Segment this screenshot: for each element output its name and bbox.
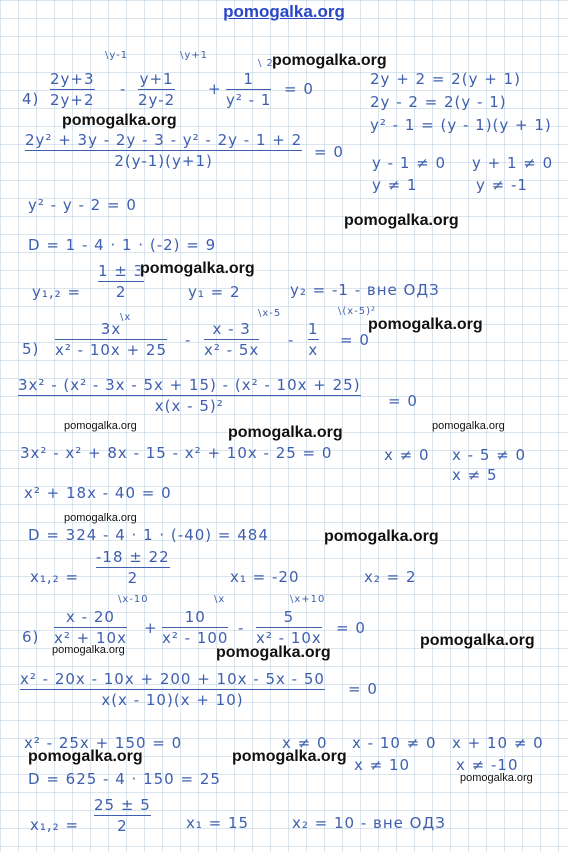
roots-formula-label: x₁,₂ =	[30, 816, 80, 834]
multiplier: \x	[214, 594, 226, 605]
discriminant: D = 625 - 4 · 150 = 25	[28, 770, 221, 788]
combined-fraction: 3x² - (x² - 3x - 5x + 15) - (x² - 10x + 25) x(x - 5)²	[18, 376, 361, 415]
roots-formula: 1 ± 3 2	[98, 262, 145, 301]
watermark: pomogalka.org	[324, 528, 439, 545]
watermark: pomogalka.org	[140, 260, 255, 277]
watermark: pomogalka.org	[420, 632, 535, 649]
root: y₁ = 2	[188, 283, 241, 301]
operator: -	[120, 80, 127, 98]
watermark: pomogalka.org	[28, 748, 143, 765]
discriminant: D = 324 - 4 · 1 · (-40) = 484	[28, 526, 269, 544]
root: x₁ = 15	[186, 814, 250, 832]
root: y₂ = -1 - вне ОДЗ	[290, 281, 440, 299]
watermark: pomogalka.org	[368, 316, 483, 333]
root: x₂ = 10 - вне ОДЗ	[292, 814, 446, 832]
multiplier: \ 2	[258, 58, 274, 69]
domain-condition: y - 1 ≠ 0	[372, 154, 447, 172]
equals: = 0	[388, 392, 418, 410]
multiplier: \x-10	[118, 594, 149, 605]
roots-formula-label: y₁,₂ =	[32, 283, 82, 301]
domain-condition: x - 10 ≠ 0	[352, 734, 437, 752]
domain-condition: x - 5 ≠ 0	[452, 446, 527, 464]
combined-fraction: 2y² + 3y - 2y - 3 - y² - 2y - 1 + 2 2(y-1)(y+1)	[25, 131, 303, 170]
watermark: pomogalka.org	[64, 420, 137, 432]
discriminant: D = 1 - 4 · 1 · (-2) = 9	[28, 236, 217, 254]
domain-condition: x ≠ 0	[282, 734, 328, 752]
watermark: pomogalka.org	[64, 512, 137, 524]
equals: = 0	[336, 619, 366, 637]
site-header-link[interactable]: pomogalka.org	[223, 2, 345, 21]
watermark: pomogalka.org	[460, 772, 533, 784]
multiplier: \y-1	[105, 50, 129, 61]
problem-label: 5)	[22, 340, 40, 358]
fraction: 1 y² - 1	[226, 70, 272, 109]
domain-condition: x ≠ 10	[354, 756, 411, 774]
problem-label: 4)	[22, 90, 40, 108]
operator: -	[185, 331, 192, 349]
multiplier: \y+1	[180, 50, 209, 61]
watermark: pomogalka.org	[216, 644, 331, 661]
equals: = 0	[348, 680, 378, 698]
combined-fraction: x² - 20x - 10x + 200 + 10x - 5x - 50 x(x - 10)(x + 10)	[20, 670, 325, 709]
fraction: x - 3 x² - 5x	[204, 320, 260, 359]
roots-formula-label: x₁,₂ =	[30, 568, 80, 586]
fraction: 1 x	[308, 320, 319, 359]
roots-formula: 25 ± 5 2	[94, 796, 151, 835]
watermark: pomogalka.org	[344, 212, 459, 229]
factorization: 2y - 2 = 2(y - 1)	[370, 93, 507, 111]
fraction: 3x x² - 10x + 25	[55, 320, 167, 359]
watermark: pomogalka.org	[272, 52, 387, 69]
expanded-equation: 3x² - x² + 8x - 15 - x² + 10x - 25 = 0	[20, 444, 333, 462]
multiplier: \x-5	[258, 308, 282, 319]
factorization: 2y + 2 = 2(y + 1)	[370, 70, 521, 88]
domain-condition: y ≠ -1	[476, 176, 528, 194]
fraction: 2y+3 2y+2	[50, 70, 95, 109]
multiplier: \x	[120, 312, 132, 323]
problem-label: 6)	[22, 628, 40, 646]
fraction: y+1 2y-2	[138, 70, 176, 109]
domain-condition: x ≠ 5	[452, 466, 498, 484]
multiplier: \(x-5)²	[338, 306, 377, 317]
watermark: pomogalka.org	[232, 748, 347, 765]
quadratic-equation: y² - y - 2 = 0	[28, 196, 137, 214]
quadratic-equation: x² - 25x + 150 = 0	[24, 734, 183, 752]
fraction: 5 x² - 10x	[256, 608, 322, 647]
domain-condition: x ≠ 0	[384, 446, 430, 464]
domain-condition: x + 10 ≠ 0	[452, 734, 544, 752]
operator: +	[144, 619, 158, 637]
multiplier: \x+10	[290, 594, 326, 605]
domain-condition: y + 1 ≠ 0	[472, 154, 554, 172]
operator: -	[288, 331, 295, 349]
watermark: pomogalka.org	[62, 112, 177, 129]
roots-formula: -18 ± 22 2	[96, 548, 170, 587]
domain-condition: x ≠ -10	[456, 756, 519, 774]
root: x₂ = 2	[364, 568, 417, 586]
fraction: 10 x² - 100	[162, 608, 229, 647]
quadratic-equation: x² + 18x - 40 = 0	[24, 484, 172, 502]
factorization: y² - 1 = (y - 1)(y + 1)	[370, 116, 552, 134]
operator: +	[208, 80, 222, 98]
root: x₁ = -20	[230, 568, 300, 586]
watermark: pomogalka.org	[228, 424, 343, 441]
watermark: pomogalka.org	[432, 420, 505, 432]
equals: = 0	[340, 331, 370, 349]
equals: = 0	[314, 143, 344, 161]
fraction: x - 20 x² + 10x	[54, 608, 127, 647]
watermark: pomogalka.org	[52, 644, 125, 656]
equals: = 0	[284, 80, 314, 98]
domain-condition: y ≠ 1	[372, 176, 418, 194]
operator: -	[238, 619, 245, 637]
